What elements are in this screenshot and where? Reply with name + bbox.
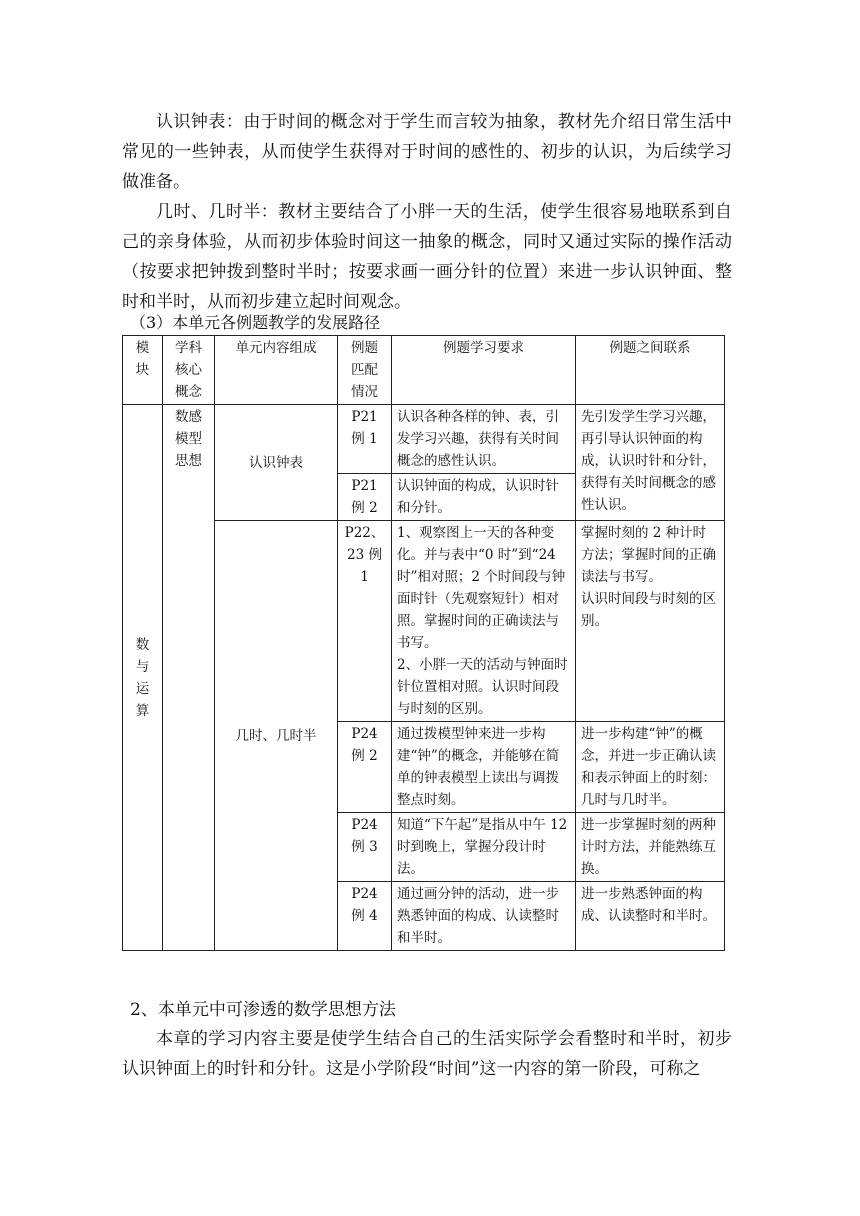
unit-cell-clocks: 认识钟表 (215, 405, 338, 521)
header-example-match: 例题 匹配 情况 (338, 336, 392, 405)
header-module: 模 块 (123, 336, 163, 405)
header-requirements: 例题学习要求 (392, 336, 576, 405)
requirement-cell: 通过拨模型钟来进一步构建“钟”的概念，并能够在简单的钟表模型上读出与调拨整点时刻。 (392, 722, 576, 813)
link-cell: 掌握时刻的 2 种计时方法；掌握时间的正确读法与书写。 认识时间段与时刻的区别。 (576, 521, 725, 722)
section-2-paragraph: 本章的学习内容主要是使学生结合自己的生活实际学会看整时和半时，初步认识钟面上的时针和分针。这是小学阶段“时间”这一内容的第一阶段，可称之 (122, 1029, 732, 1079)
requirement-cell: 认识各种各样的钟、表，引发学习兴趣，获得有关时间概念的感性认识。 (392, 405, 576, 474)
table-header-row (123, 336, 725, 405)
example-match-cell: P21 例 2 (338, 474, 392, 521)
link-cell: 进一步熟悉钟面的构成、认读整时和半时。 (576, 882, 725, 951)
header-links: 例题之间联系 (576, 336, 725, 405)
requirement-cell: 认识钟面的构成，认识时针和分针。 (392, 474, 576, 521)
link-cell: 先引发学生学习兴趣，再引导认识钟面的构成，认识时针和分针，获得有关时间概念的感性认识。 (576, 405, 725, 521)
header-unit-content: 单元内容组成 (215, 336, 338, 405)
example-match-cell: P22、 23 例 1 (338, 521, 392, 722)
example-match-cell: P24 例 4 (338, 882, 392, 951)
requirement-cell: 1、观察图上一天的各种变化。并与表中“0 时”到“24 时”相对照；2 个时间段与钟面时针（先观察短针）相对照。掌握时间的正确读法与书写。 2、小胖一天的活动与钟面时针位置相对照。认识时间段与时刻的区别。 (392, 521, 576, 722)
intro-paragraph-hours: 几时、几时半：教材主要结合了小胖一天的生活，使学生很容易地联系到自己的亲身体验，从而初步体验时间这一抽象的概念，同时又通过实际的操作活动（按要求把钟拨到整时半时；按要求画一画分针的位置）来进一步认识钟面、整时和半时，从而初步建立起时间观念。 (122, 202, 732, 312)
header-core-concept: 学科 核心 概念 (163, 336, 215, 405)
development-path-table (122, 335, 725, 951)
example-match-cell: P24 例 2 (338, 722, 392, 813)
requirement-cell: 知道“下午起”是指从中午 12 时到晚上，掌握分段计时法。 (392, 813, 576, 882)
core-concept-cell: 数感 模型 思想 (163, 405, 215, 951)
section-2-heading: 2、本单元中可渗透的数学思想方法 (130, 1000, 396, 1020)
intro-paragraph-clocks: 认识钟表：由于时间的概念对于学生而言较为抽象，教材先介绍日常生活中常见的一些钟表，从而使学生获得对于时间的感性的、初步的认识，为后续学习做准备。 (122, 112, 732, 192)
example-match-cell: P21 例 1 (338, 405, 392, 474)
unit-cell-hours: 几时、几时半 (215, 521, 338, 951)
link-cell: 进一步掌握时刻的两种计时方法，并能熟练互换。 (576, 813, 725, 882)
link-cell: 进一步构建“钟”的概念，并进一步正确认读和表示钟面上的时刻：几时与几时半。 (576, 722, 725, 813)
table-row (123, 405, 725, 474)
requirement-cell: 通过画分钟的活动，进一步熟悉钟面的构成、认读整时和半时。 (392, 882, 576, 951)
table-title: （3）本单元各例题教学的发展路径 (130, 313, 381, 332)
example-match-cell: P24 例 3 (338, 813, 392, 882)
module-cell: 数 与 运 算 (123, 405, 163, 951)
